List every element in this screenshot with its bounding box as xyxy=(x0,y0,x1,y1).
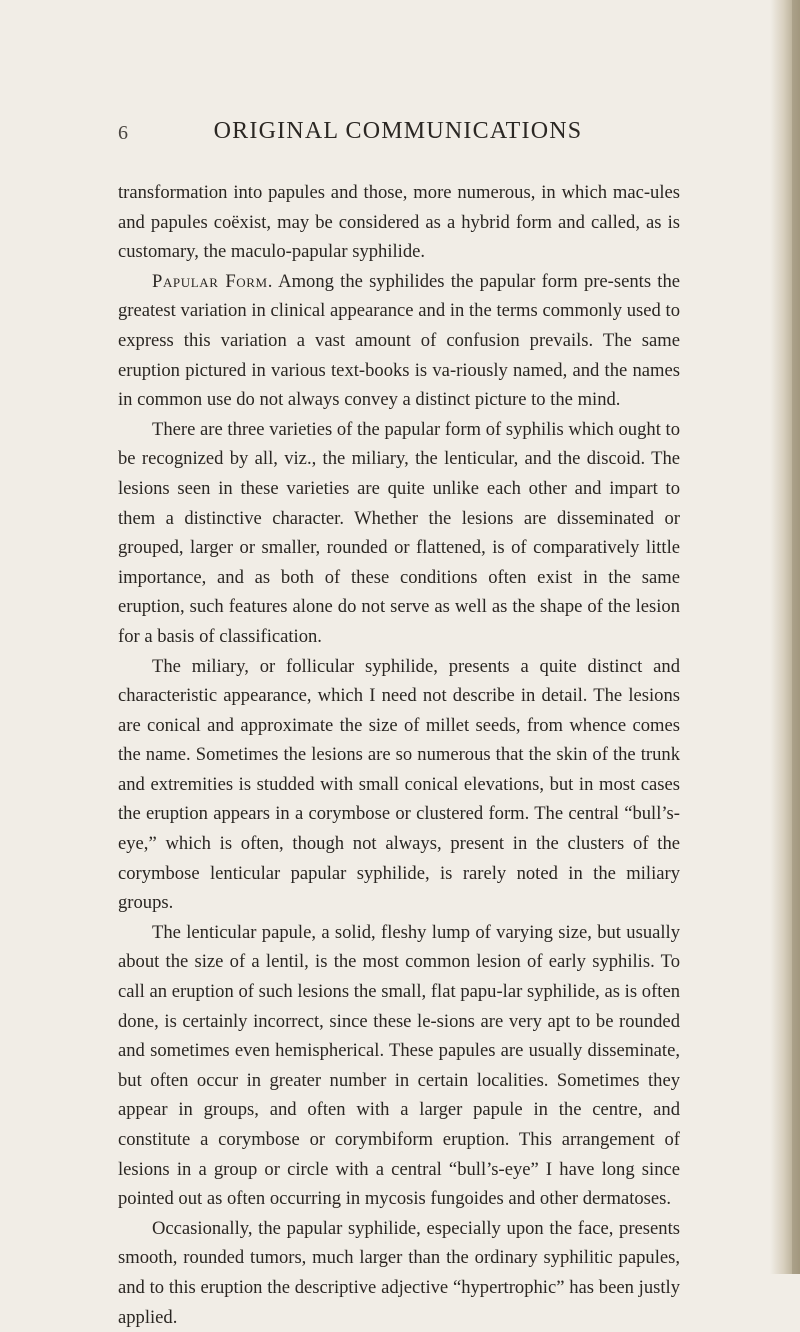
running-title: ORIGINAL COMMUNICATIONS xyxy=(213,118,583,144)
paragraph-text: Among the syphilides the papular form pre-sents the greatest variation in clinical appearance and in the terms commonly used to express this variation a vast amount of confusion prevails. The same eruption pictured in various text-books is va-riously named, and the names in common use do not always convey a distinct picture to the mind. xyxy=(118,270,680,411)
page-number: 6 xyxy=(118,122,128,144)
body-text xyxy=(118,178,680,1332)
paragraph-miliary xyxy=(118,652,680,918)
paragraph-varieties xyxy=(118,415,680,652)
paragraph-text: transformation into papules and those, more numerous, in which mac-ules and papules coëxist, may be considered as a hybrid form and called, as is customary, the maculo-papular syphilide. xyxy=(118,182,680,263)
paragraph-papular-form xyxy=(118,267,680,415)
paragraph-text: The lenticular papule, a solid, fleshy lump of varying size, but usually about the size of a lentil, is the most common lesion of early syphilis. To call an eruption of such lesions the small, flat papu-lar syphilide, as is often done, is certainly incorrect, since these le-sions are very apt to be rounded and sometimes even hemispherical. These papules are usually disseminate, but often occur in greater number in certain localities. Sometimes they appear in groups, and often with a larger papule in the centre, and constitute a corymbose or corymbiform eruption. This arrangement of lesions in a group or circle with a central “bull’s-eye” I have long since pointed out as often occurring in mycosis fungoides and other dermatoses. xyxy=(118,921,680,1210)
section-heading: Papular Form. xyxy=(152,270,273,292)
paragraph-lenticular xyxy=(118,918,680,1214)
page-edge-shadow-dark xyxy=(792,0,800,1274)
paragraph-text: Occasionally, the papular syphilide, especially upon the face, presents smooth, rounded tumors, much larger than the ordinary syphilitic papules, and to this eruption the descriptive adjective “hypertrophic” has been justly applied. xyxy=(118,1217,680,1328)
paragraph-text: There are three varieties of the papular form of syphilis which ought to be recognized by all, viz., the miliary, the lenticular, and the discoid. The lesions seen in these varieties are quite unlike each other and impart to them a distinctive character. Whether the lesions are disseminated or grouped, larger or smaller, rounded or flattened, is of comparatively little importance, and as both of these conditions often exist in the same eruption, such features alone do not serve as well as the shape of the lesion for a basis of classification. xyxy=(118,418,680,647)
page-header xyxy=(118,118,678,152)
paragraph-hypertrophic xyxy=(118,1214,680,1332)
paragraph-continuation xyxy=(118,178,680,267)
paragraph-text: The miliary, or follicular syphilide, presents a quite distinct and characteristic appearance, which I need not describe in detail. The lesions are conical and approximate the size of millet seeds, from whence comes the name. Sometimes the lesions are so numerous that the skin of the trunk and extremities is studded with small conical elevations, but in most cases the eruption appears in a corymbose or clustered form. The central “bull’s-eye,” which is often, though not always, present in the clusters of the corymbose lenticular papular syphilide, is rarely noted in the miliary groups. xyxy=(118,655,680,914)
